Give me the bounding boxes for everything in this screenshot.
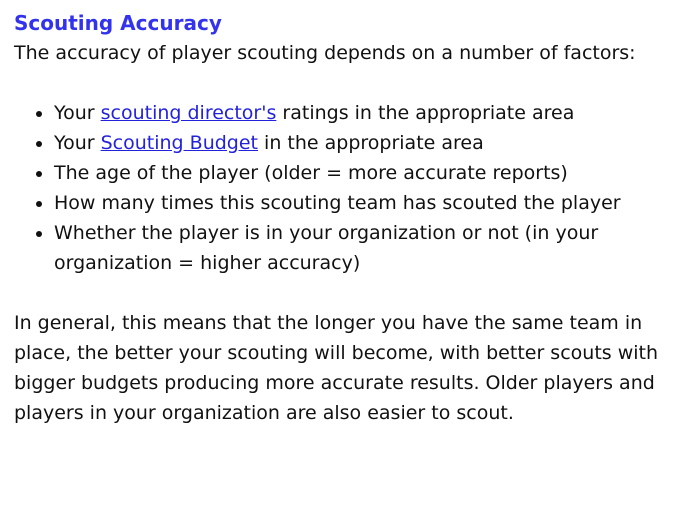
list-item: • The age of the player (older = more accurate reports) xyxy=(54,158,682,188)
list-item-prefix: Your xyxy=(54,102,101,124)
help-article xyxy=(14,8,682,428)
article-title: Scouting Accuracy xyxy=(14,11,222,35)
factors-list xyxy=(14,98,682,278)
list-item-suffix: ratings in the appropriate area xyxy=(276,102,575,124)
list-item xyxy=(54,128,682,158)
list-item xyxy=(54,98,682,128)
list-item: • How many times this scouting team has scouted the player xyxy=(54,188,682,218)
list-item-prefix: Your xyxy=(54,132,101,154)
list-item: • Whether the player is in your organization or not (in your organization = higher accuracy) xyxy=(54,218,682,278)
conclusion-paragraph: In general, this means that the longer you have the same team in place, the better your scouting will become, with better scouts with bigger budgets producing more accurate results. Older players and players in your organization are also easier to scout. xyxy=(14,312,659,424)
intro-paragraph: The accuracy of player scouting depends on a number of factors: xyxy=(14,42,636,64)
list-item-suffix: in the appropriate area xyxy=(258,132,484,154)
scouting-budget-link[interactable]: Scouting Budget xyxy=(100,132,258,154)
scouting-director-link[interactable]: scouting director's xyxy=(100,102,277,124)
